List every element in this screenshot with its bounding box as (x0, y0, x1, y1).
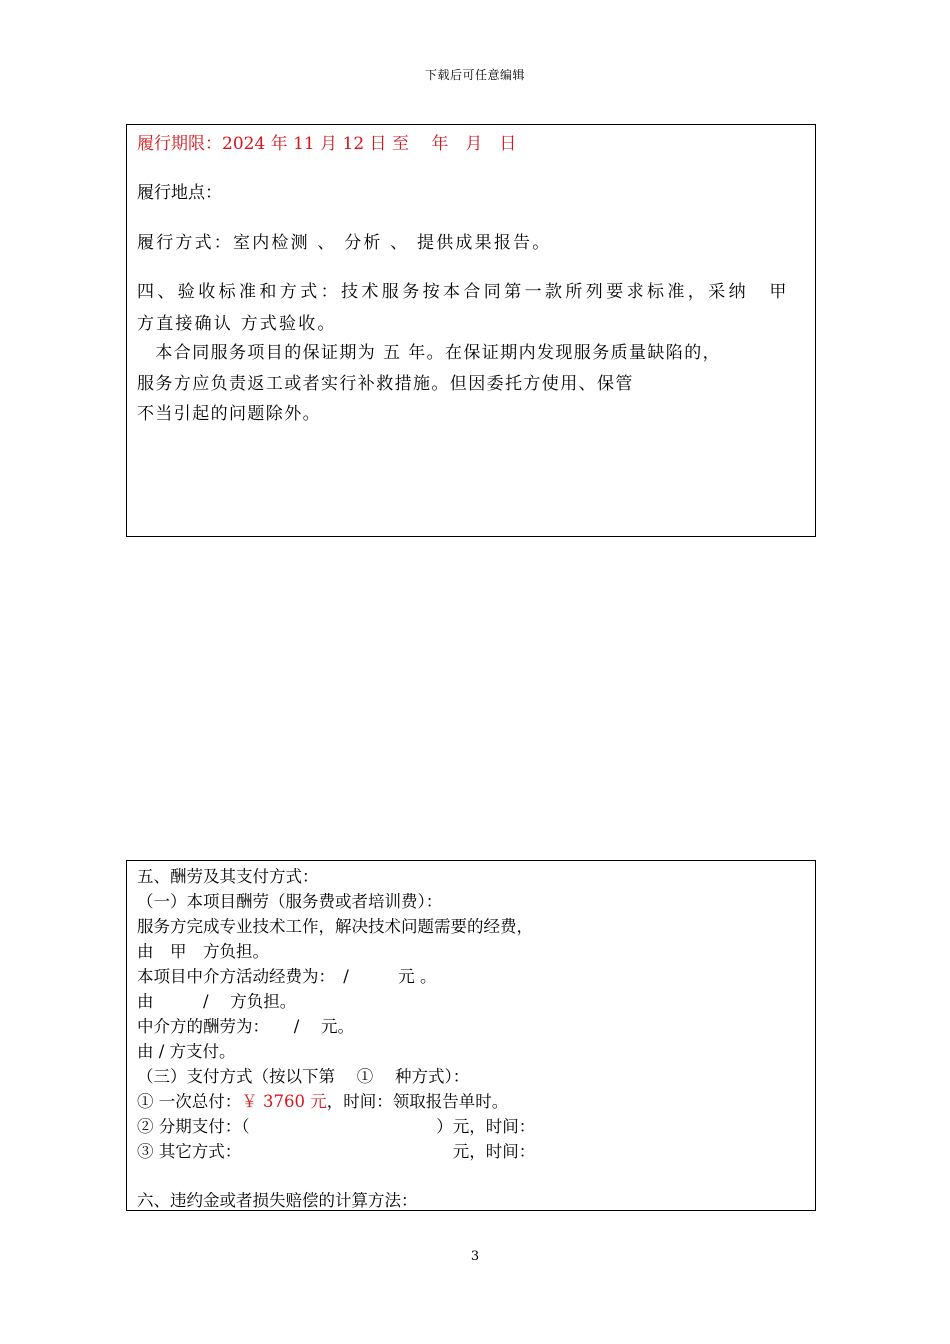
performance-location: 履行地点： (137, 183, 222, 203)
payment-option-1-prefix: ① 一次总付： (137, 1092, 242, 1111)
payment-amount: ￥ 3760 元 (241, 1092, 327, 1111)
payment-line-6: 由 / 方支付。 (137, 1042, 236, 1061)
payment-line-3: 本项目中介方活动经费为： / 元 。 (137, 967, 437, 986)
payment-option-2: ② 分期支付：（ ）元，时间： (137, 1117, 536, 1136)
warranty-line-3: 不当引起的问题除外。 (137, 404, 321, 424)
payment-option-3: ③ 其它方式： 元，时间： (137, 1142, 536, 1161)
page-number: 3 (470, 1249, 480, 1264)
payment-terms-box (126, 860, 816, 1211)
performance-method: 履行方式：室内检测 、 分析 、 提供成果报告。 (137, 233, 552, 253)
payment-option-1-suffix: ，时间：领取报告单时。 (326, 1092, 509, 1111)
performance-period: 履行期限：2024 年 11 月 12 日 至 年 月 日 (137, 134, 517, 154)
acceptance-line-2: 方直接确认 方式验收。 (137, 314, 337, 334)
payment-sub-1: （一）本项目酬劳（服务费或者培训费）： (137, 892, 443, 911)
warranty-line-1: 本合同服务项目的保证期为 五 年。在保证期内发现服务质量缺陷的， (137, 343, 722, 363)
warranty-line-2: 服务方应负责返工或者实行补救措施。但因委托方使用、保管 (137, 374, 634, 394)
acceptance-line-1: 四、验收标准和方式：技术服务按本合同第一款所列要求标准，采纳 甲 (137, 282, 790, 302)
payment-line-5: 中介方的酬劳为： / 元。 (137, 1017, 355, 1036)
payment-line-1: 服务方完成专业技术工作，解决技术问题需要的经费， (137, 917, 533, 936)
payment-line-4: 由 / 方负担。 (137, 992, 297, 1011)
payment-line-2: 由 甲 方负担。 (137, 942, 269, 961)
payment-title: 五、酬劳及其支付方式： (137, 867, 319, 886)
page-header: 下载后可任意编辑 (424, 68, 525, 82)
performance-terms-box (126, 124, 816, 537)
payment-option-1 (137, 1088, 508, 1112)
liquidated-damages-title: 六、违约金或者损失赔偿的计算方法： (137, 1191, 418, 1210)
payment-method-title: （三）支付方式（按以下第 ① 种方式）： (137, 1067, 470, 1086)
